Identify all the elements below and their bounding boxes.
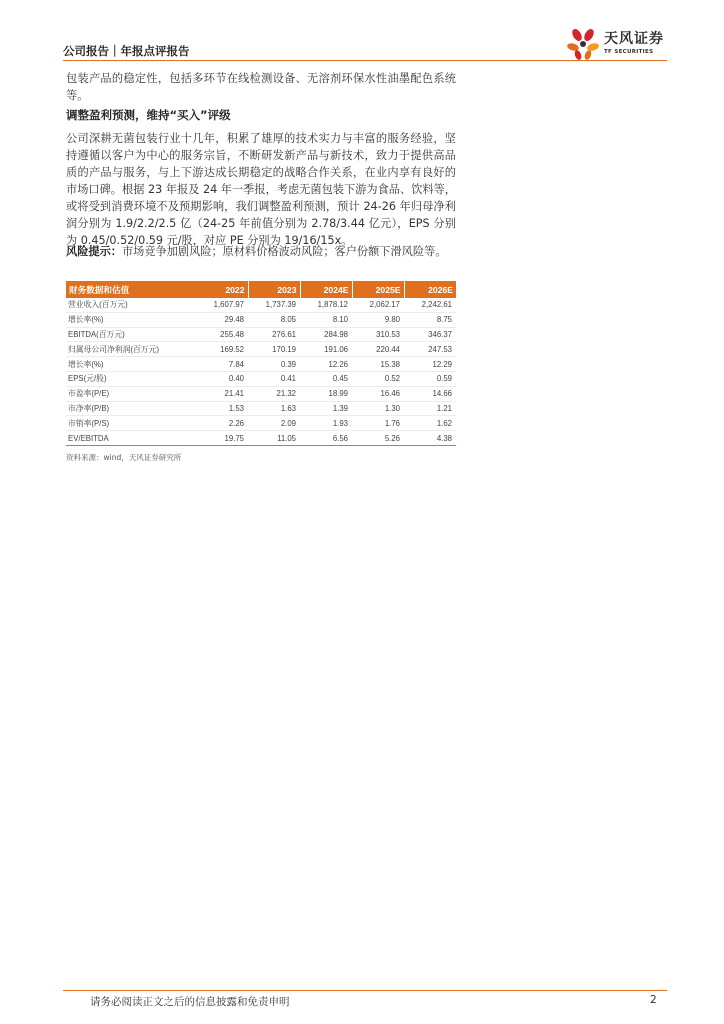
table-cell: 2.26 xyxy=(196,416,248,431)
footer-disclaimer: 请务必阅读正文之后的信息披露和免责申明 xyxy=(90,996,290,1008)
table-cell: 18.99 xyxy=(300,386,352,401)
row-label: 市销率(P/S) xyxy=(66,416,196,431)
table-cell: 12.26 xyxy=(300,357,352,372)
table-cell: 15.38 xyxy=(352,357,404,372)
column-header: 2023 xyxy=(248,281,300,298)
risk-paragraph xyxy=(66,243,456,260)
table-cell: 191.06 xyxy=(300,342,352,357)
table-cell: 8.10 xyxy=(300,312,352,327)
financial-table xyxy=(66,281,456,446)
table-cell: 29.48 xyxy=(196,312,248,327)
table-cell: 1.39 xyxy=(300,401,352,416)
table-row xyxy=(66,386,456,401)
table-cell: 21.41 xyxy=(196,386,248,401)
intro-paragraph: 包装产品的稳定性，包括多环节在线检测设备、无溶剂环保水性油墨配色系统等。 xyxy=(66,72,456,102)
header-divider xyxy=(63,60,667,61)
table-cell: 1.76 xyxy=(352,416,404,431)
forecast-paragraph: 公司深耕无菌包装行业十几年，积累了雄厚的技术实力与丰富的服务经验，坚持遵循以客户为中心的服务宗旨，不断研发新产品与新技术，致力于提供高品质的产品与服务，与上下游达成长期稳定的战略合作关系，在业内享有良好的市场口碑。根据 23 年报及 24 年一季报，考虑无菌包装下游为食品、饮料等，或将受到消费环境不及预期影响，我们调整盈利预测，预计 24-26 年归母净利润分别为 1.9/2.2/2.5 亿（24-25 年前值分别为 2.78/3.44 亿元），EPS 分别为 0.45/0.52/0.59 元/股，对应 PE 分别为 19/16/15x。 xyxy=(66,132,456,247)
row-label: EPS(元/股) xyxy=(66,371,196,386)
table-cell: 220.44 xyxy=(352,342,404,357)
row-label: 市盈率(P/E) xyxy=(66,386,196,401)
table-cell: 12.29 xyxy=(404,357,456,372)
table-cell: 0.40 xyxy=(196,371,248,386)
table-cell: 255.48 xyxy=(196,327,248,342)
table-header-row xyxy=(66,281,456,298)
table-cell: 2.09 xyxy=(248,416,300,431)
table-cell: 170.19 xyxy=(248,342,300,357)
table-cell: 19.75 xyxy=(196,431,248,446)
table-row xyxy=(66,327,456,342)
table-cell: 11.05 xyxy=(248,431,300,446)
table-row xyxy=(66,431,456,446)
table-row xyxy=(66,312,456,327)
column-header: 2024E xyxy=(300,281,352,298)
table-cell: 8.05 xyxy=(248,312,300,327)
table-cell: 1.53 xyxy=(196,401,248,416)
column-header: 2026E xyxy=(404,281,456,298)
tf-securities-logo xyxy=(566,26,671,62)
table-cell: 5.26 xyxy=(352,431,404,446)
row-label: 市净率(P/B) xyxy=(66,401,196,416)
table-row xyxy=(66,357,456,372)
logo-english-text: TF SECURITIES xyxy=(604,49,654,55)
row-label: EV/EBITDA xyxy=(66,431,196,446)
row-label: 归属母公司净利润(百万元) xyxy=(66,342,196,357)
row-label: EBITDA(百万元) xyxy=(66,327,196,342)
table-cell: 8.75 xyxy=(404,312,456,327)
table-cell: 1.63 xyxy=(248,401,300,416)
table-cell: 7.84 xyxy=(196,357,248,372)
footer-divider xyxy=(63,990,667,991)
table-cell: 1.30 xyxy=(352,401,404,416)
logo-text: 天风证券 xyxy=(604,31,664,47)
table-cell: 9.80 xyxy=(352,312,404,327)
table-cell: 0.41 xyxy=(248,371,300,386)
table-cell: 21.32 xyxy=(248,386,300,401)
table-cell: 14.66 xyxy=(404,386,456,401)
table-cell: 2,242.61 xyxy=(404,298,456,312)
table-cell: 2,062.17 xyxy=(352,298,404,312)
table-row xyxy=(66,416,456,431)
table-cell: 169.52 xyxy=(196,342,248,357)
table-row xyxy=(66,342,456,357)
row-label: 增长率(%) xyxy=(66,357,196,372)
row-label: 增长率(%) xyxy=(66,312,196,327)
report-category: 公司报告｜年报点评报告 xyxy=(63,44,190,58)
risk-label: 风险提示： xyxy=(66,245,122,258)
table-cell: 1.93 xyxy=(300,416,352,431)
table-row xyxy=(66,401,456,416)
table-cell: 0.52 xyxy=(352,371,404,386)
table-cell: 0.59 xyxy=(404,371,456,386)
page-number: 2 xyxy=(650,994,657,1006)
table-cell: 6.56 xyxy=(300,431,352,446)
table-cell: 247.53 xyxy=(404,342,456,357)
column-header: 2022 xyxy=(196,281,248,298)
risk-text: 市场竞争加剧风险；原材料价格波动风险；客户份额下滑风险等。 xyxy=(121,245,447,258)
table-cell: 0.39 xyxy=(248,357,300,372)
table-row xyxy=(66,298,456,312)
table-cell: 1.62 xyxy=(404,416,456,431)
table-source-note: 资料来源：wind，天风证券研究所 xyxy=(66,453,182,462)
table-cell: 16.46 xyxy=(352,386,404,401)
flower-logo-icon xyxy=(566,26,602,62)
table-cell: 4.38 xyxy=(404,431,456,446)
table-row xyxy=(66,371,456,386)
table-cell: 1,607.97 xyxy=(196,298,248,312)
table-cell: 0.45 xyxy=(300,371,352,386)
table-title: 财务数据和估值 xyxy=(66,281,196,298)
row-label: 营业收入(百万元) xyxy=(66,298,196,312)
column-header: 2025E xyxy=(352,281,404,298)
table-cell: 284.98 xyxy=(300,327,352,342)
table-cell: 310.53 xyxy=(352,327,404,342)
table-cell: 1.21 xyxy=(404,401,456,416)
table-cell: 276.61 xyxy=(248,327,300,342)
table-cell: 1,878.12 xyxy=(300,298,352,312)
section-heading: 调整盈利预测，维持“买入”评级 xyxy=(66,108,231,122)
table-cell: 1,737.39 xyxy=(248,298,300,312)
table-cell: 346.37 xyxy=(404,327,456,342)
